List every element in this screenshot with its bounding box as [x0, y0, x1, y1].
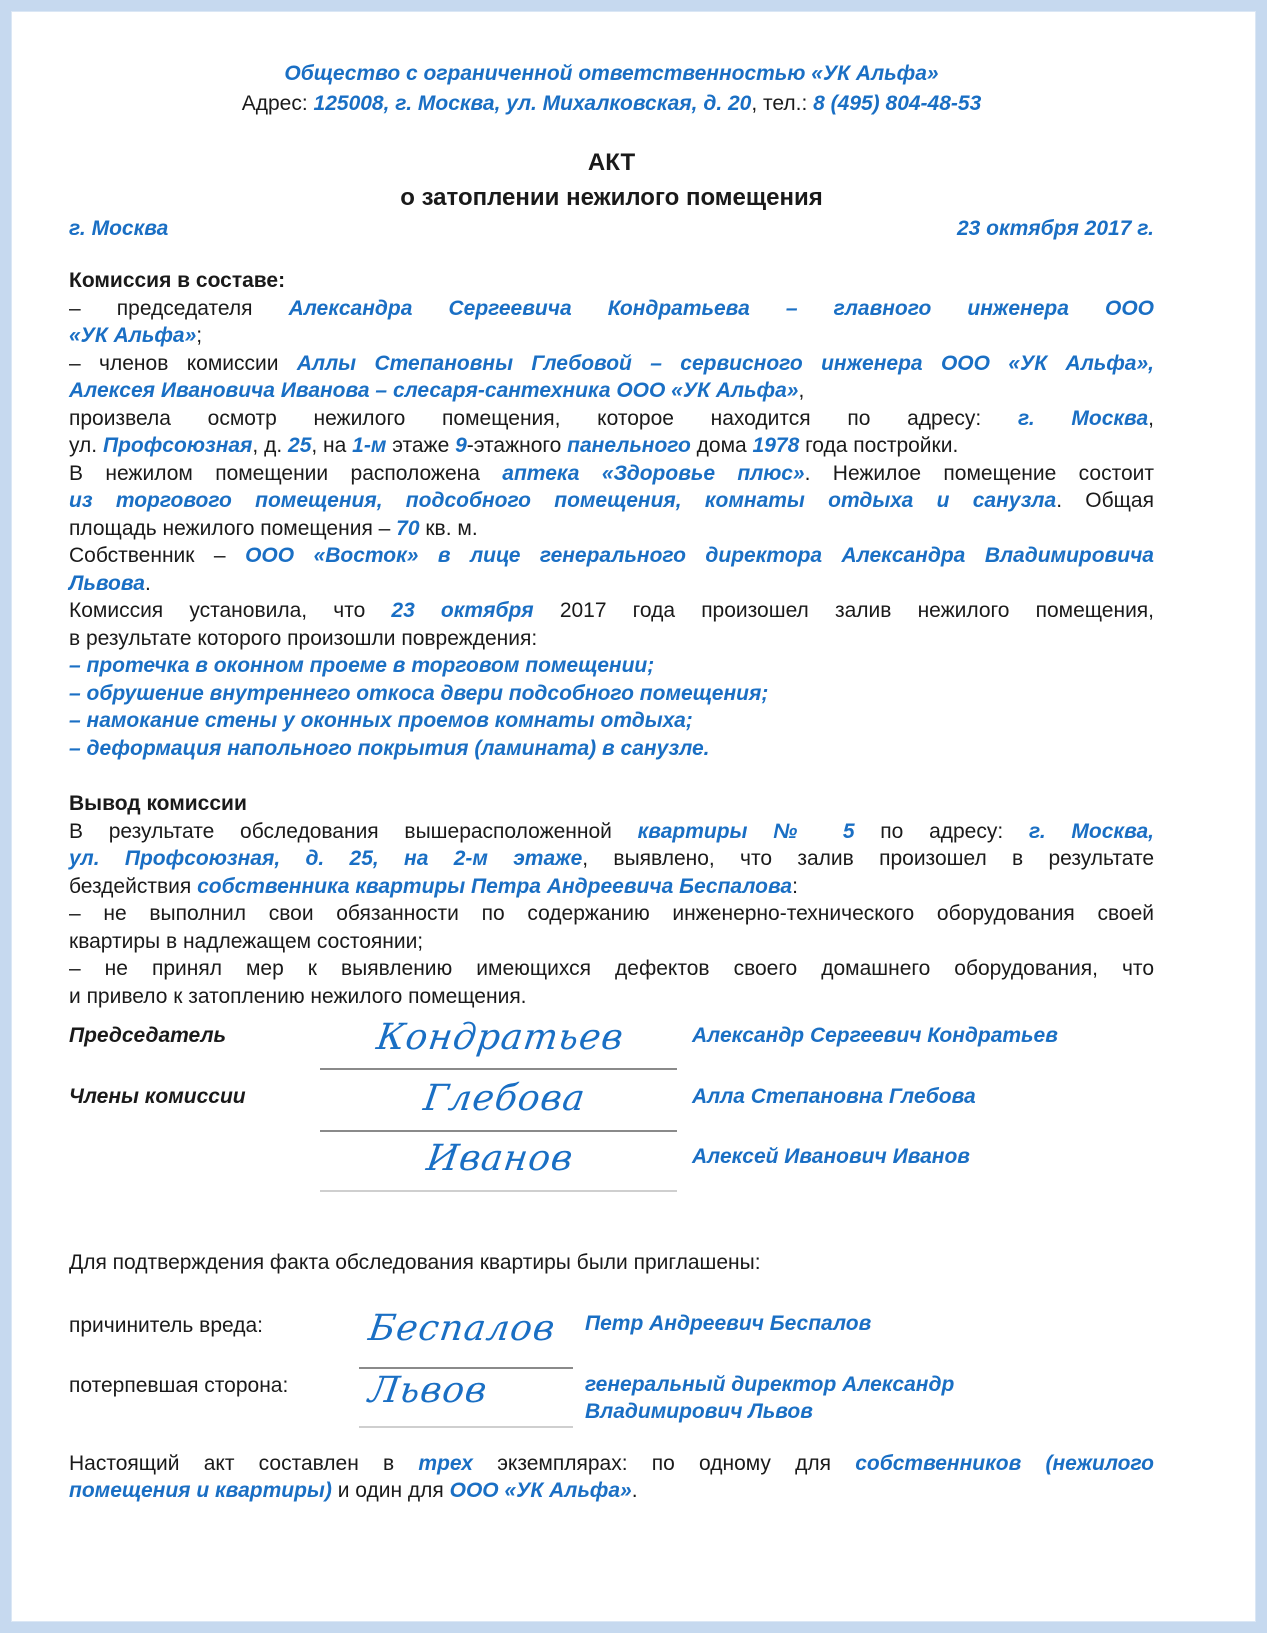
inspection-line2 — [69, 432, 1154, 460]
text-span: : — [792, 874, 798, 898]
text-span: панельного — [567, 434, 691, 457]
conclusion-item2-line2: и привело к затоплению нежилого помещения. — [69, 984, 527, 1008]
document-page — [12, 12, 1255, 1621]
text-span: 23 октября — [391, 599, 534, 622]
text-span: г. Москва — [1017, 406, 1149, 430]
commission-heading: Комиссия в составе: — [69, 269, 286, 292]
city-date-row — [69, 215, 1154, 243]
closing-line2 — [69, 1477, 1154, 1505]
text-span: . — [144, 571, 151, 595]
text-span: Общество с ограниченной ответственностью «УК Альфа» — [284, 62, 939, 85]
signature-line — [359, 1367, 573, 1369]
premises-line2 — [69, 487, 1154, 515]
members-label: Члены комиссии — [69, 1085, 246, 1108]
commission-chair-line2 — [69, 322, 1154, 350]
inspection-line1 — [69, 405, 1154, 433]
victim-signature: Львов — [366, 1370, 491, 1411]
commission-chair-line1 — [69, 295, 1154, 323]
text-span: Комиссия установила, что — [69, 599, 392, 622]
commission-members-line2 — [69, 377, 1154, 405]
culprit-label: причинитель вреда: — [69, 1314, 263, 1337]
text-span: бездействия — [69, 874, 198, 898]
text-span: аптека «Здоровье плюс» — [502, 461, 805, 485]
member2-name: Алексей Иванович Иванов — [692, 1145, 970, 1168]
text-span: 25 — [288, 434, 312, 457]
conclusion-item2-line1: – не принял мер к выявлению имеющихся дефектов своего домашнего оборудования, что — [69, 957, 1154, 980]
text-span: , — [1148, 406, 1154, 430]
chair-label: Председатель — [69, 1024, 226, 1047]
victim-name-line2: Владимирович Львов — [585, 1400, 813, 1423]
signature-line — [320, 1130, 677, 1132]
owner-line2 — [69, 570, 1154, 598]
commission-members-line1 — [69, 350, 1154, 378]
text-span: , выявлено, что залив произошел в результате — [582, 847, 1155, 870]
damage-item: – обрушение внутреннего откоса двери подсобного помещения; — [69, 681, 769, 705]
text-span: и один для — [331, 1479, 450, 1502]
org-address — [69, 90, 1154, 118]
conclusion-heading: Вывод комиссии — [69, 792, 247, 815]
text-span: 9 — [455, 434, 467, 457]
text-span: . — [631, 1479, 638, 1502]
text-span: из торгового помещения, подсобного помещения, комнаты отдыха и санузла — [69, 489, 1057, 512]
member1-name: Алла Степановна Глебова — [692, 1085, 976, 1108]
text-span: В нежилом помещении расположена — [69, 461, 503, 485]
text-span: , тел.: — [751, 92, 814, 115]
established-line2: в результате которого произошли повреждения: — [69, 626, 538, 650]
text-span: 1978 — [752, 434, 800, 457]
chair-name: Александр Сергеевич Кондратьев — [692, 1024, 1058, 1047]
culprit-signature: Беспалов — [366, 1308, 559, 1349]
text-span: «УК Альфа» — [69, 324, 197, 347]
text-span: , на — [311, 434, 353, 457]
invited-intro: Для подтверждения факта обследования квартиры были приглашены: — [69, 1251, 761, 1274]
document-subtitle: о затоплении нежилого помещения — [400, 184, 823, 211]
text-span: Львова — [69, 571, 145, 595]
owner-line1 — [69, 542, 1154, 570]
city: г. Москва — [69, 217, 169, 240]
text-span: ; — [196, 324, 203, 347]
text-span: – членов комиссии — [69, 351, 297, 375]
chair-signature: Кондратьев — [374, 1017, 627, 1058]
text-span: ООО «УК Альфа» — [449, 1479, 632, 1502]
text-span: кв. м. — [419, 516, 478, 540]
premises-line3 — [69, 515, 1154, 543]
text-span: Настоящий акт составлен в — [69, 1452, 419, 1475]
conclusion-line3 — [69, 873, 1154, 901]
signature-line — [320, 1190, 677, 1192]
member2-signature: Иванов — [424, 1138, 577, 1179]
text-span: экземплярах: по одному для — [473, 1452, 856, 1475]
conclusion-line1 — [69, 818, 1154, 846]
text-span: 1-м — [352, 434, 387, 457]
document-title: АКТ — [587, 149, 636, 176]
conclusion-line2 — [69, 845, 1154, 873]
text-span: дома — [690, 434, 753, 457]
conclusion-item1-line2: квартиры в надлежащем состоянии; — [69, 929, 424, 953]
damage-item: – намокание стены у оконных проемов комнаты отдыха; — [69, 709, 693, 732]
text-span: ул. Профсоюзная, д. 25, на 2-м этаже — [69, 847, 583, 870]
text-span: по адресу: — [854, 819, 1029, 843]
text-span: 125008, г. Москва, ул. Михалковская, д. 20 — [313, 92, 752, 115]
text-span: , — [798, 379, 805, 402]
text-span: площадь нежилого помещения – — [69, 516, 397, 540]
text-span: г. Москва, — [1028, 819, 1154, 843]
text-span: трех — [418, 1452, 473, 1475]
text-span: Алексея Ивановича Иванова – слесаря-сантехника ООО «УК Альфа» — [69, 379, 799, 402]
text-span: Собственник – — [69, 544, 246, 567]
text-span: В результате обследования вышерасположенной — [69, 819, 638, 843]
text-span: произвела осмотр нежилого помещения, которое находится по адресу: — [69, 406, 1018, 430]
signature-line — [359, 1426, 573, 1428]
text-span: этаже — [386, 434, 456, 457]
established-line1 — [69, 597, 1154, 625]
text-span: Адрес: — [241, 92, 314, 115]
text-span: собственника квартиры Петра Андреевича Беспалова — [197, 874, 793, 898]
victim-name-line1: генеральный директор Александр — [585, 1373, 955, 1396]
text-span: ул. — [69, 434, 103, 457]
text-span: квартиры № 5 — [637, 819, 855, 843]
act-body — [69, 267, 1154, 1010]
text-span: Профсоюзная — [102, 434, 253, 457]
text-span: года постройки. — [799, 434, 959, 457]
member1-signature: Глебова — [421, 1078, 589, 1119]
text-span: . Общая — [1056, 489, 1154, 512]
text-span: Александра Сергеевича Кондратьева – главного инженера ООО — [288, 296, 1154, 320]
text-span: 2017 года произошел залив нежилого помещения, — [533, 599, 1155, 622]
text-span: , д. — [252, 434, 289, 457]
text-span: – председателя — [69, 296, 289, 320]
text-span: помещения и квартиры) — [69, 1479, 332, 1502]
damage-item: – протечка в оконном проеме в торговом помещении; — [69, 654, 655, 677]
text-span: . Нежилое помещение состоит — [804, 461, 1155, 485]
text-span: 8 (495) 804-48-53 — [813, 92, 982, 115]
text-span: собственников (нежилого — [855, 1452, 1154, 1475]
signature-line — [320, 1068, 677, 1070]
victim-label: потерпевшая сторона: — [69, 1374, 289, 1397]
culprit-name: Петр Андреевич Беспалов — [585, 1312, 872, 1335]
org-name — [69, 60, 1154, 88]
text-span: ООО «Восток» в лице генерального директора Александра Владимировича — [245, 544, 1154, 567]
text-span: -этажного — [466, 434, 568, 457]
date: 23 октября 2017 г. — [956, 217, 1154, 240]
premises-line1 — [69, 460, 1154, 488]
text-span: Аллы Степановны Глебовой – сервисного инженера ООО «УК Альфа», — [296, 351, 1154, 375]
conclusion-item1-line1: – не выполнил свои обязанности по содержанию инженерно-технического оборудования своей — [69, 902, 1154, 925]
text-span: 70 — [396, 516, 420, 540]
damage-item: – деформация напольного покрытия (ламината) в санузле. — [69, 736, 710, 760]
closing-line1 — [69, 1450, 1154, 1478]
